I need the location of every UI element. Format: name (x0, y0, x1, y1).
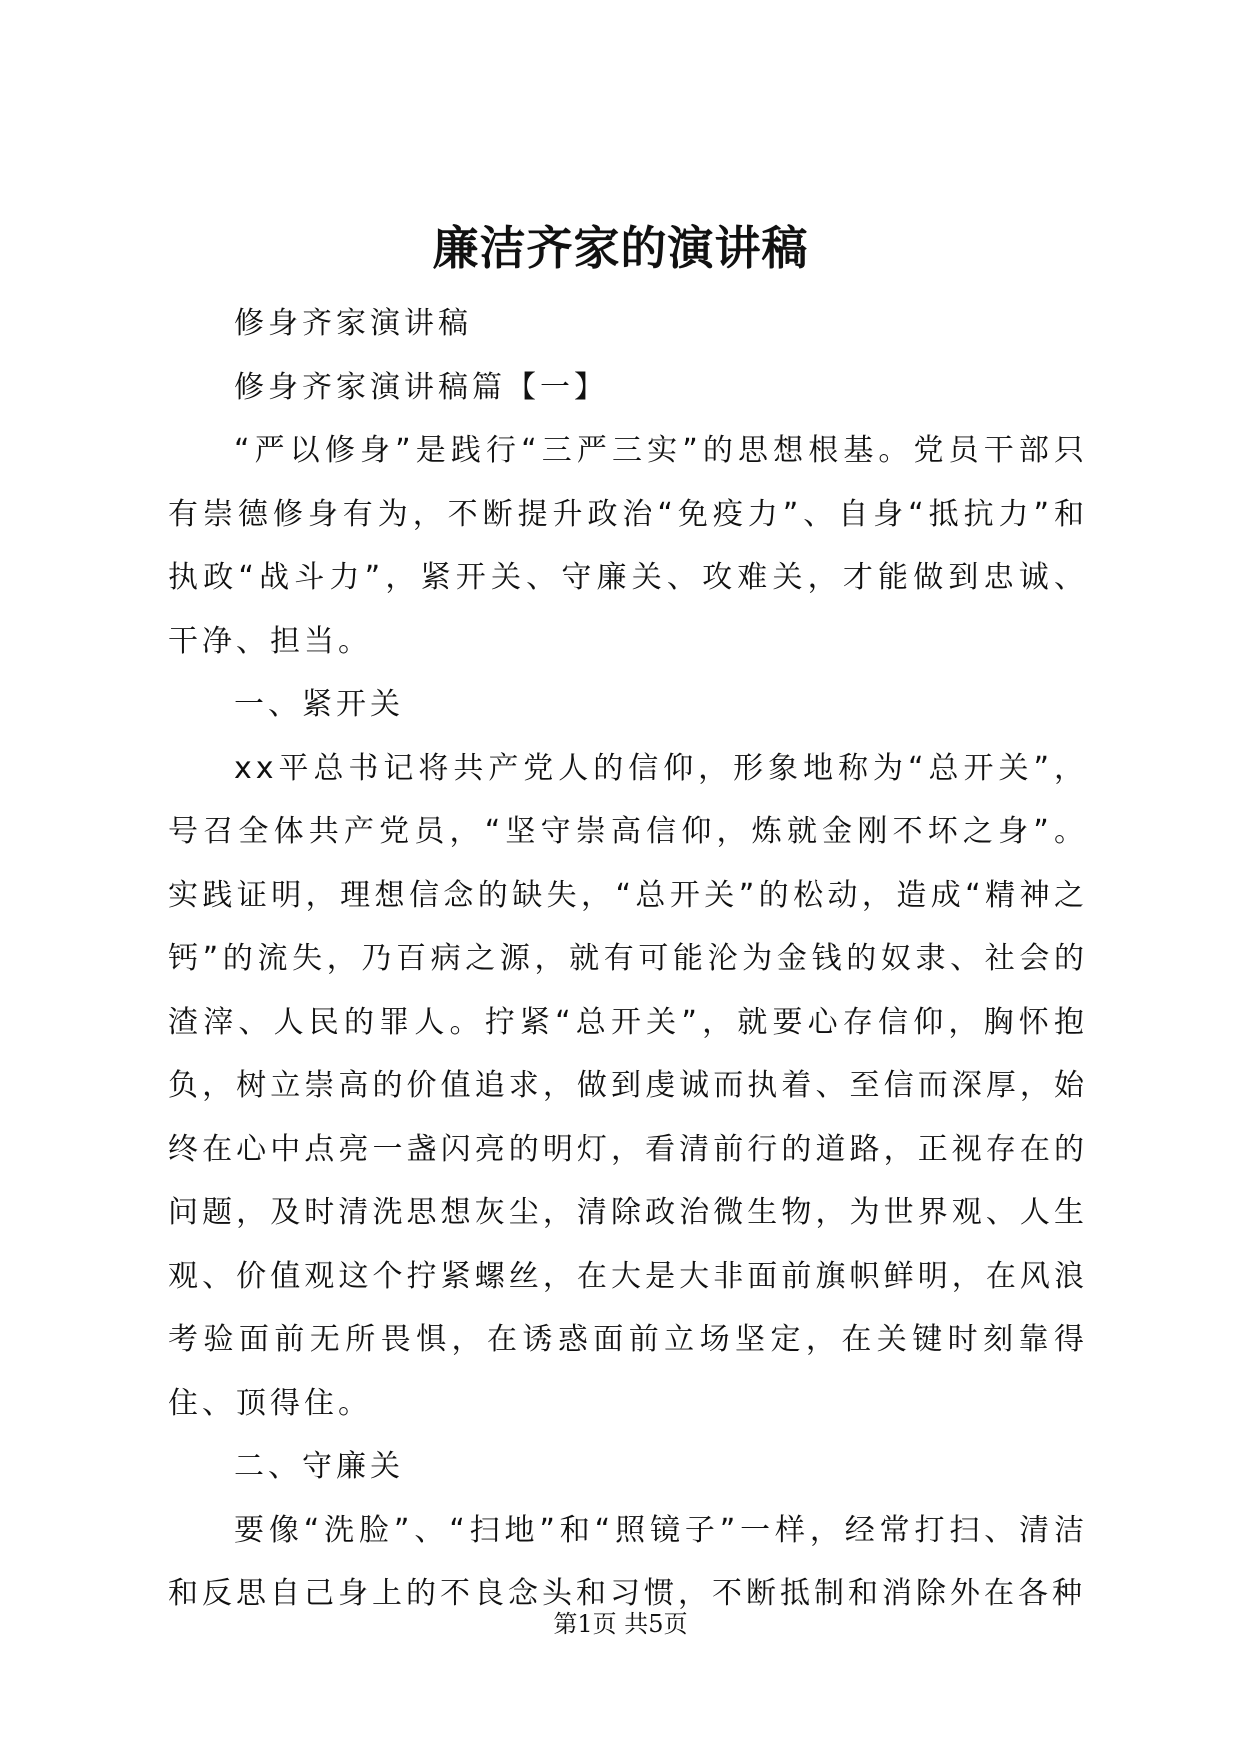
paragraph-section-heading: 修身齐家演讲稿篇【一】 (234, 369, 608, 405)
document-body (168, 292, 1088, 1626)
paragraph-intro: “严以修身”是践行“三严三实”的思想根基。党员干部只有崇德修身有为，不断提升政治“免疫力”、自身“抵抗力”和执政“战斗力”，紧开关、守廉关、攻难关，才能做到忠诚、干净、担当。 (168, 433, 1088, 659)
document-title: 廉洁齐家的演讲稿 (432, 221, 809, 275)
paragraph-body-one: xx平总书记将共产党人的信仰，形象地称为“总开关”，号召全体共产党员，“坚守崇高信仰，炼就金刚不坏之身”。实践证明，理想信念的缺失，“总开关”的松动，造成“精神之钙”的流失，乃百病之源，就有可能沦为金钱的奴隶、社会的渣滓、人民的罪人。拧紧“总开关”，就要心存信仰，胸怀抱负，树立崇高的价值追求，做到虔诚而执着、至信而深厚，始终在心中点亮一盏闪亮的明灯，看清前行的道路，正视存在的问题，及时清洗思想灰尘，清除政治微生物，为世界观、人生观、价值观这个拧紧螺丝，在大是大非面前旗帜鲜明，在风浪考验面前无所畏惧，在诱惑面前立场坚定，在关键时刻靠得住、顶得住。 (168, 750, 1088, 1421)
paragraph-heading-two: 二、守廉关 (234, 1449, 404, 1484)
page-footer: 第1页 共5页 (553, 1610, 688, 1638)
paragraph-heading-one: 一、紧开关 (234, 687, 404, 722)
paragraph-body-two: 要像“洗脸”、“扫地”和“照镜子”一样，经常打扫、清洁和反思自己身上的不良念头和习惯，不断抵制和消除外在各种 (168, 1512, 1088, 1611)
paragraph-subtitle: 修身齐家演讲稿 (234, 306, 472, 341)
